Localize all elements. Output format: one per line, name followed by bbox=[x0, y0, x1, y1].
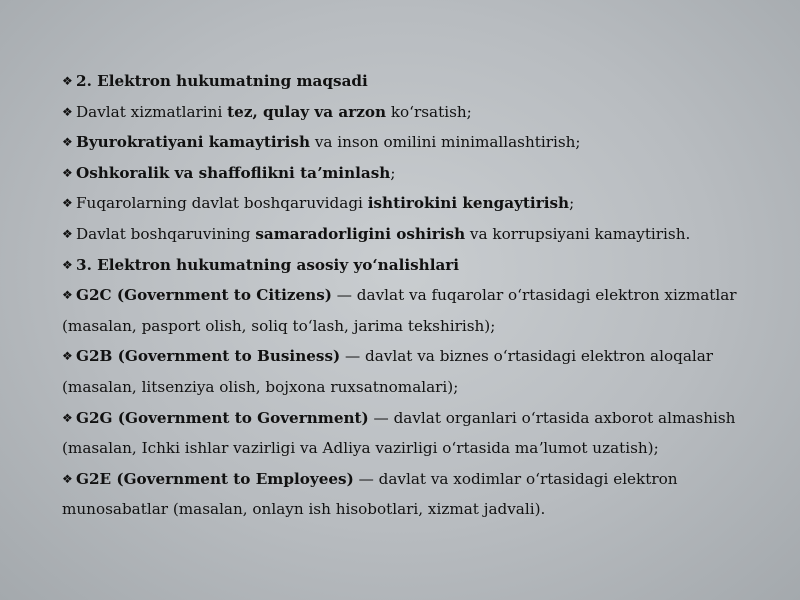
list-item-goal-4: ❖ Fuqarolarning davlat boshqaruvidagi ishtirokini kengaytirish; bbox=[62, 188, 767, 219]
list-item-g2c: ❖ G2C (Government to Citizens) — davlat va fuqarolar oʻrtasidagi elektron xizmatlar (masalan, pasport olish, soliq toʻlash, jarima tekshirish); bbox=[62, 280, 767, 341]
list-item-goal-3: ❖ Oshkoralik va shaffoflikni taʼminlash; bbox=[62, 158, 767, 189]
list-item-g2g: ❖ G2G (Government to Government) — davlat organlari oʻrtasida axborot almashish (masalan, Ichki ishlar vazirligi va Adliya vazirligi oʻrtasida maʼlumot uzatish); bbox=[62, 403, 767, 464]
heading-directions bbox=[62, 250, 767, 281]
heading-goals bbox=[62, 66, 767, 97]
diamond-bullet-icon: ❖ bbox=[62, 349, 73, 364]
list-item-goal-1: ❖ Davlat xizmatlarini tez, qulay va arzon koʻrsatish; bbox=[62, 97, 767, 128]
diamond-bullet-icon: ❖ bbox=[62, 257, 73, 272]
slide-content bbox=[62, 66, 767, 525]
heading-directions-text: 3. Elektron hukumatning asosiy yoʻnalishlari bbox=[76, 255, 460, 274]
diamond-bullet-icon: ❖ bbox=[62, 165, 73, 180]
diamond-bullet-icon: ❖ bbox=[62, 104, 73, 119]
list-item-goal-2: ❖ Byurokratiyani kamaytirish va inson omilini minimallashtirish; bbox=[62, 127, 767, 158]
list-item-goal-5: ❖ Davlat boshqaruvining samaradorligini oshirish va korrupsiyani kamaytirish. bbox=[62, 219, 767, 250]
diamond-bullet-icon: ❖ bbox=[62, 471, 73, 486]
diamond-bullet-icon: ❖ bbox=[62, 135, 73, 150]
diamond-bullet-icon: ❖ bbox=[62, 74, 73, 88]
diamond-bullet-icon: ❖ bbox=[62, 288, 73, 303]
heading-goals-text: 2. Elektron hukumatning maqsadi bbox=[76, 72, 368, 90]
diamond-bullet-icon: ❖ bbox=[62, 410, 73, 425]
diamond-bullet-icon: ❖ bbox=[62, 196, 73, 211]
list-item-g2b: ❖ G2B (Government to Business) — davlat va biznes oʻrtasidagi elektron aloqalar (masalan, litsenziya olish, bojxona ruxsatnomalari); bbox=[62, 341, 767, 402]
list-item-g2e: ❖ G2E (Government to Employees) — davlat va xodimlar oʻrtasidagi elektron munosabatlar (masalan, onlayn ish hisobotlari, xizmat jadvali). bbox=[62, 464, 767, 525]
diamond-bullet-icon: ❖ bbox=[62, 226, 73, 241]
